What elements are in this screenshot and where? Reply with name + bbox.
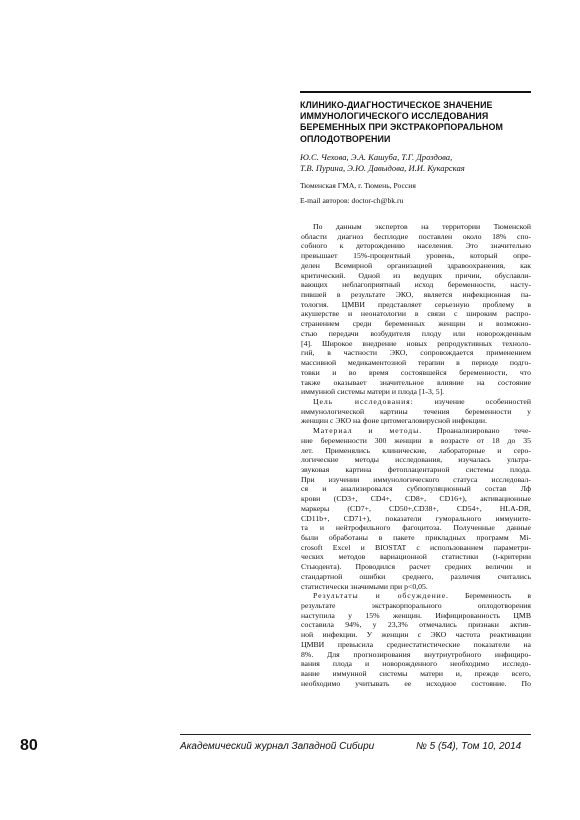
section-heading: Результаты и обсуждение.	[313, 591, 449, 601]
authors-line: Ю.С. Чехова, Э.А. Кашуба, Т.Г. Дроздова,	[300, 152, 453, 162]
body-line: логические методы исследования, изучалась ультра-	[301, 455, 531, 465]
body-line: стандартной ошибки среднего, различия считались	[301, 571, 531, 581]
body-line: маркеры (CD7+, CD50+,CD38+, CD54+, HLA-DR,	[301, 503, 531, 513]
body-line: стью передачи возбудителя плоду или новорожденным	[301, 328, 531, 338]
body-line: ние беременности 300 женщин в возрасте от 18 до 35	[301, 435, 531, 445]
section-heading: Материал и методы.	[313, 426, 423, 436]
body-line: превышает 15%-процентный уровень, который опре-	[301, 251, 531, 261]
body-line: звуковая картина фетоплацентарной системы плода.	[301, 464, 531, 474]
body-line: 8%. Для прогнозирования внутриутробного инфициро-	[301, 649, 531, 659]
body-line: При изучении иммунологического статуса исследовал-	[301, 474, 531, 484]
body-line: Результаты и обсуждение. Беременность в	[313, 591, 531, 601]
body-line: crosoft Excel и BIOSTAT с использованием параметри-	[301, 542, 531, 552]
body-line: составила 94%, у 23,3% отмечались признаки актив-	[301, 620, 531, 630]
body-line: вания плода и новорожденного необходимо исследо-	[301, 659, 531, 669]
body-line: женщин с ЭКО на фоне цитомегаловирусной инфекции.	[301, 416, 487, 426]
body-line: наступила у 15% женщин. Инфицированность ЦМВ	[301, 610, 531, 620]
body-line: лет. Применялись клинические, лабораторные и серо-	[301, 445, 531, 455]
journal-name: Академический журнал Западной Сибири	[180, 741, 375, 752]
body-line: ся и анализировался субпопуляционный состав Лф	[301, 484, 531, 494]
body-line: гий, в частности ЭКО, сопровождается применением	[301, 348, 531, 358]
body-line: также оказывает значительное влияние на состояние	[301, 377, 531, 387]
body-line: CD11b+, CD71+), показатели гуморального иммуните-	[301, 513, 531, 523]
author-email: E-mail авторов: doctor-ch@bk.ru	[300, 196, 404, 205]
body-line: товки и во время состоявшейся беременности, что	[301, 367, 531, 377]
body-line: статистически значимыми при p<0,05.	[301, 581, 428, 591]
body-line: критический. Одной из ведущих причин, обуславли-	[301, 270, 531, 280]
body-line: были обработаны в пакете прикладных программ Mi-	[301, 533, 531, 542]
title-line: ОПЛОДОТВОРЕНИИ	[300, 133, 391, 144]
body-line: результате экстракорпорального оплодотворения	[301, 601, 531, 611]
top-rule	[300, 91, 531, 93]
body-line: ЦМВИ превысила среднестатистические показатели на	[301, 639, 531, 649]
title-line: БЕРЕМЕННЫХ ПРИ ЭКСТРАКОРПОРАЛЬНОМ	[300, 122, 504, 133]
body-line: акушерстве и неонатологии в связи с широким распро-	[301, 309, 531, 319]
body-line: Цель исследования: изучение особенностей	[313, 396, 531, 406]
body-line: странением среди беременных женщин и возможно-	[301, 319, 531, 329]
affiliation: Тюменская ГМА, г. Тюмень, Россия	[300, 181, 416, 190]
issue-info: № 5 (54), Том 10, 2014	[416, 741, 522, 752]
body-line: крови (CD3+, CD4+, CD8+, CD16+), активационные	[301, 494, 531, 504]
body-line: ческих методов вариационной статистики (t-критерии	[301, 552, 531, 562]
body-line: иммунной системы матери и плода [1-3, 5].	[301, 387, 445, 397]
title-line: ИММУНОЛОГИЧЕСКОГО ИССЛЕДОВАНИЯ	[300, 111, 489, 122]
article-body	[301, 222, 531, 689]
body-line: ной инфекции. У женщин с ЭКО частота реактивации	[301, 630, 531, 640]
body-line: Материал и методы. Проанализировано тече-	[313, 426, 531, 436]
body-line: [4]. Широкое внедрение новых репродуктивных техноло-	[301, 338, 531, 348]
body-line: пившей в результате ЭКО, является инфекционная па-	[301, 290, 531, 300]
body-line: собного к деторождению населения. Это значительно	[301, 241, 531, 251]
section-heading: Цель исследования:	[313, 396, 414, 406]
body-line: вающих неблагоприятный исход беременности, насту-	[301, 280, 531, 290]
body-line: та и нейтрофильного фагоцитоза. Полученные данные	[301, 523, 531, 533]
body-line: делен Всемирной организацией здравоохранения, как	[301, 260, 531, 270]
article-title	[300, 100, 532, 145]
body-line: тология. ЦМВИ представляет серьезную проблему в	[301, 299, 531, 309]
body-line: необходимо учитывать ее исходное состояние. По	[301, 678, 531, 688]
footer-rule	[180, 734, 531, 735]
body-line: Стьюдента). Проводился расчет средних величин и	[301, 562, 531, 572]
body-line: области диагноз бесплодие поставлен около 18% спо-	[301, 231, 531, 241]
body-line: массивной медикаментозной терапии в периоде подго-	[301, 358, 531, 368]
body-line: иммунологической картины течения беременности у	[301, 406, 531, 416]
authors-line: Т.В. Пурина, Э.Ю. Давыдова, И.И. Кукарская	[300, 163, 465, 174]
body-line: По данным экспертов на территории Тюменской	[313, 222, 531, 231]
page-number: 80	[20, 737, 38, 754]
title-line: КЛИНИКО-ДИАГНОСТИЧЕСКОЕ ЗНАЧЕНИЕ	[300, 100, 493, 110]
body-line: вание иммунной системы матери и, прежде всего,	[301, 669, 531, 679]
authors	[300, 152, 532, 175]
